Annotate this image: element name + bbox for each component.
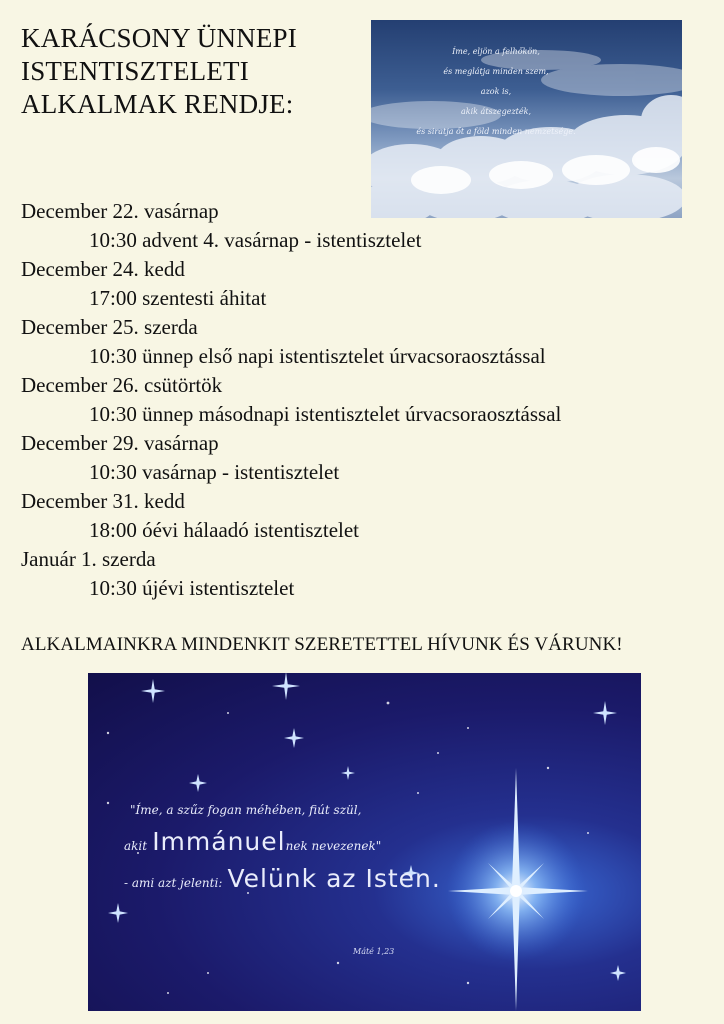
verse-line: és meglátja minden szem, [443,67,549,76]
title-line: KARÁCSONY ÜNNEPI [21,23,297,53]
schedule-event: 10:30 advent 4. vasárnap - istentisztelet [89,228,422,252]
schedule-day: Január 1. szerda [21,547,156,571]
verse-line: "Íme, a szűz fogan méhében, fiút szül, [130,803,362,817]
invitation-text: ALKALMAINKRA MINDENKIT SZERETETTEL HÍVUNK ÉS VÁRUNK! [21,634,623,655]
verse-line: azok is, [480,87,512,96]
page-title [21,22,297,121]
immanuel-verse [124,803,441,893]
schedule-event: 10:30 ünnep első napi istentisztelet úrvacsoraosztással [89,344,546,368]
title-line: ALKALMAK RENDJE: [21,89,294,119]
schedule-day: December 25. szerda [21,315,198,339]
schedule-event: 10:30 újévi istentisztelet [89,576,295,600]
title-line: ISTENTISZTELETI [21,56,249,86]
verse-line: Íme, eljön a felhőkön, [452,47,540,56]
clouds-verse [391,42,601,142]
schedule-event: 17:00 szentesti áhitat [89,286,267,310]
schedule-day: December 22. vasárnap [21,199,219,223]
schedule-event: 18:00 óévi hálaadó istentisztelet [89,518,360,542]
schedule-day: December 29. vasárnap [21,431,219,455]
verse-line: és siratja őt a föld minden nemzetsége. [416,127,576,136]
verse-line: akit Immánuelnek nevezenek" [124,827,382,856]
schedule-event: 10:30 ünnep másodnapi istentisztelet úrvacsoraosztással [89,402,562,426]
verse-line: akik átszegezték, [460,107,531,116]
starry-sky-image [88,673,641,1011]
schedule-day: December 26. csütörtök [21,373,223,397]
schedule-day: December 31. kedd [21,489,185,513]
schedule-list [21,197,561,603]
verse-reference: Máté 1,23 [353,947,395,956]
clouds-image [371,20,682,218]
schedule-day: December 24. kedd [21,257,185,281]
verse-line: - ami azt jelenti: Velünk az Isten. [124,864,441,893]
schedule-event: 10:30 vasárnap - istentisztelet [89,460,340,484]
